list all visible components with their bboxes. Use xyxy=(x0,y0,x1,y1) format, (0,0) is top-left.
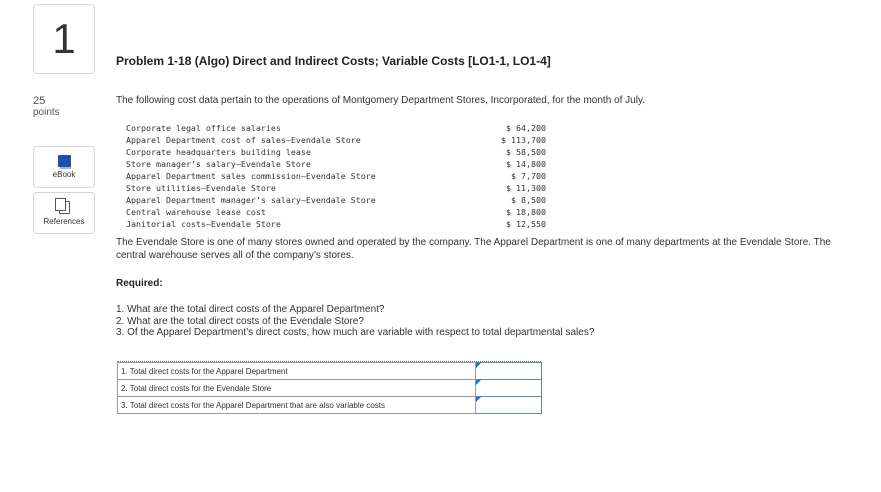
references-button[interactable] xyxy=(33,192,95,234)
answer-cell xyxy=(476,363,542,380)
answer-input-apparel-direct[interactable] xyxy=(476,363,541,379)
cost-data-table xyxy=(124,122,548,230)
question-item: 1. What are the total direct costs of the Apparel Department? xyxy=(116,304,385,315)
question-number-box xyxy=(33,4,95,74)
ebook-label: eBook xyxy=(52,170,76,179)
cost-label: Store utilities–Evendale Store xyxy=(124,183,492,195)
answer-label: 1. Total direct costs for the Apparel Department xyxy=(118,363,476,380)
question-item: 3. Of the Apparel Department’s direct costs, how much are variable with respect to total departmental sales? xyxy=(116,327,595,338)
book-icon xyxy=(58,155,71,167)
question-number: 1 xyxy=(52,15,76,62)
table-row xyxy=(118,363,542,380)
cost-label: Janitorial costs–Evendale Store xyxy=(124,219,492,231)
cost-amount: $ 64,200 xyxy=(506,123,546,133)
table-row xyxy=(124,183,548,195)
points-label: points xyxy=(33,107,60,118)
answer-input-store-direct[interactable] xyxy=(476,380,541,396)
cost-label: Central warehouse lease cost xyxy=(124,207,492,219)
cost-label: Corporate headquarters building lease xyxy=(124,147,492,159)
answer-table xyxy=(117,362,542,414)
cost-amount: $ 11,300 xyxy=(506,183,546,193)
references-icon xyxy=(59,201,70,214)
table-row xyxy=(124,195,548,207)
question-item: 2. What are the total direct costs of the Evendale Store? xyxy=(116,315,364,327)
table-row xyxy=(124,147,548,159)
cost-label: Store manager’s salary–Evendale Store xyxy=(124,159,492,171)
table-row xyxy=(118,397,542,414)
cost-label: Corporate legal office salaries xyxy=(124,123,492,135)
required-heading: Required: xyxy=(116,278,163,289)
cost-label: Apparel Department manager’s salary–Evendale Store xyxy=(124,195,492,207)
answer-label: 3. Total direct costs for the Apparel Department that are also variable costs xyxy=(118,397,476,414)
store-description: The Evendale Store is one of many stores owned and operated by the company. The Apparel Department is one of many departments at the Evendale Store. The central warehouse serves all of the company’s stores. xyxy=(116,237,831,261)
table-row xyxy=(124,159,548,171)
cost-amount: $ 12,550 xyxy=(506,219,546,229)
question-list xyxy=(116,304,594,339)
table-row xyxy=(124,123,548,135)
table-row xyxy=(124,207,548,219)
answer-label: 2. Total direct costs for the Evendale Store xyxy=(118,380,476,397)
cost-amount: $ 7,700 xyxy=(511,171,546,181)
cost-label: Apparel Department cost of sales–Evendale Store xyxy=(124,135,492,147)
cost-amount: $ 113,700 xyxy=(501,135,546,145)
answer-cell xyxy=(476,397,542,414)
table-row xyxy=(118,380,542,397)
cost-amount: $ 18,800 xyxy=(506,207,546,217)
problem-intro: The following cost data pertain to the operations of Montgomery Department Stores, Incorporated, for the month of July. xyxy=(116,95,645,106)
answer-input-apparel-variable[interactable] xyxy=(476,397,541,413)
references-label: References xyxy=(43,216,85,226)
problem-title: Problem 1-18 (Algo) Direct and Indirect Costs; Variable Costs [LO1-1, LO1-4] xyxy=(116,54,551,68)
table-row xyxy=(124,171,548,183)
cost-amount: $ 58,500 xyxy=(506,147,546,157)
points-info xyxy=(33,95,60,119)
cost-amount: $ 8,500 xyxy=(511,195,546,205)
cost-amount: $ 14,800 xyxy=(506,159,546,169)
ebook-button[interactable] xyxy=(33,146,95,188)
points-value: 25 xyxy=(33,95,46,107)
cost-label: Apparel Department sales commission–Evendale Store xyxy=(124,171,492,183)
table-row xyxy=(124,135,548,147)
table-row xyxy=(124,219,548,231)
answer-cell xyxy=(476,380,542,397)
